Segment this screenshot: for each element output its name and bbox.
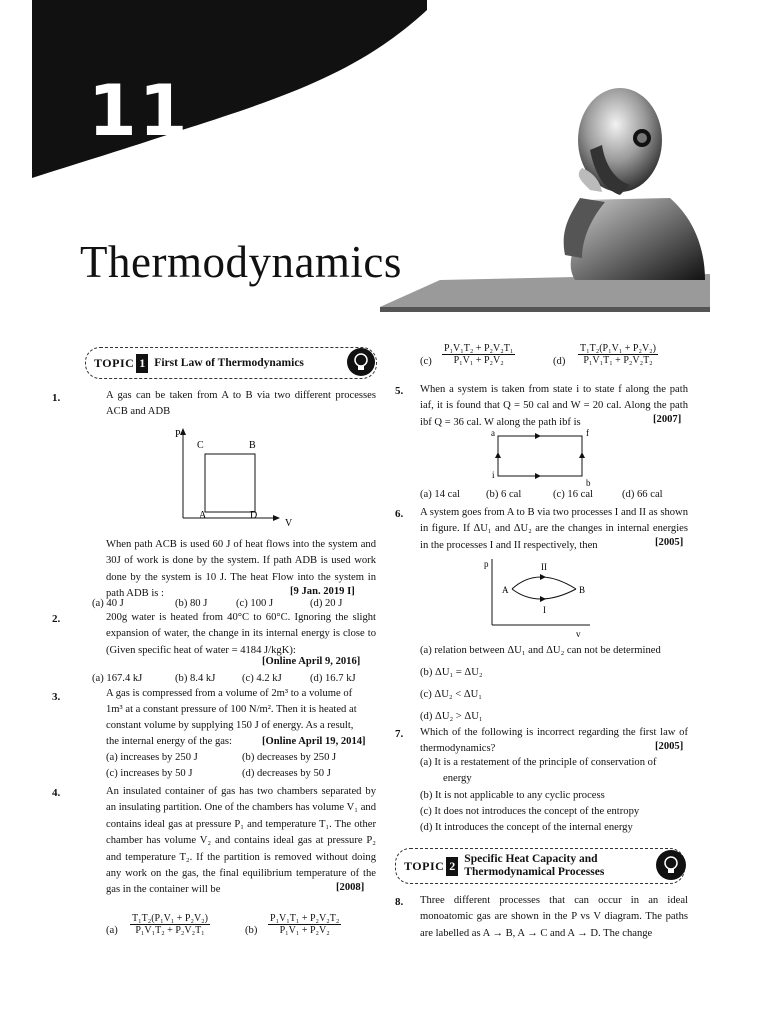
axis-p-label: p [484,559,489,569]
question-number: 2. [52,613,61,625]
option-b: (b) 8.4 kJ [175,673,216,684]
question-number: 7. [395,728,404,740]
topic-label: TOPIC [404,858,445,873]
fraction-denominator: P₁V₁T₁ + P₂V₂T₂ [583,355,653,366]
point-a-label: a [491,428,495,438]
option-d-fraction [578,343,658,366]
option-b-fraction [268,913,341,936]
point-a-label: A [502,585,509,595]
option-c: (c) It does not introduces the concept of the entropy [420,806,640,817]
point-d-label: D [250,510,258,521]
option-d: (d) It introduces the concept of the internal energy [420,822,633,833]
question-text-line: A gas is compressed from a volume of 2m³ to a volume of [106,688,353,699]
axis-v-label: V [285,518,293,529]
question-text: A gas can be taken from A to B via two different processes ACB and ADB [106,390,376,418]
point-c-label: C [197,440,204,451]
question-number: 5. [395,385,404,397]
pv-diagram-q6 [480,555,595,640]
option-b: (b) 6 cal [486,489,522,500]
question-reference: [2005] [655,537,684,548]
option-c: (c) 4.2 kJ [242,673,282,684]
question-reference: [2008] [336,882,365,893]
point-b-label: B [249,440,256,451]
option-c: (c) ΔU₂ < ΔU₁ [420,689,482,700]
question-text-line: constant volume by supplying 150 J of energy. As a result, [106,720,354,731]
point-a-label: A [199,510,207,521]
option-a: (a) 14 cal [420,489,460,500]
process-i-label: I [543,605,546,615]
option-b-label: (b) [245,925,258,936]
question-reference: [9 Jan. 2019 I] [290,586,355,597]
point-i-label: i [492,470,495,480]
question-number: 8. [395,896,404,908]
question-text-line: 1m³ at a constant pressure of 100 N/m². Then it is heated at [106,704,357,715]
option-d: (d) decreases by 50 J [242,768,331,779]
question-reference: [2005] [655,741,684,752]
option-c-label: (c) [420,356,432,367]
option-a: (a) 167.4 kJ [92,673,143,684]
topic-title [458,853,604,879]
chapter-title: Thermodynamics [80,237,402,287]
question-text: When path ACB is used 60 J of heat flows into the system and 30J of work is done by the system. If path ADB is used work done by the system is 10 J. The heat Flow into the system in path ADB is : [106,539,376,600]
question-reference: [2007] [653,414,682,425]
topic-number: 1 [136,354,148,373]
pv-diagram-q1 [165,426,300,530]
option-b: (b) It is not applicable to any cyclic process [420,790,605,801]
topic-number: 2 [446,857,458,876]
option-c: (c) 100 J [236,598,274,609]
topic-title: First Law of Thermodynamics [154,356,304,369]
option-b: (b) ΔU₁ = ΔU₂ [420,667,483,678]
point-b-label: b [586,478,591,488]
topic-title-line2: Thermodynamical Processes [464,866,605,878]
chapter-number: 11 [88,70,190,152]
fraction-numerator: P₁V₁T₂ + P₂V₂T₁ [444,343,514,354]
option-d-label: (d) [553,356,566,367]
question-text: A system goes from A to B via two processes I and II as shown in figure. If ΔU₁ and ΔU₂ are the changes in internal energies in the processes I and II respectively, then [420,507,688,551]
question-number: 1. [52,392,61,404]
fraction-denominator: P₁V₁T₂ + P₂V₂T₁ [135,925,205,936]
process-ii-label: II [541,562,547,572]
option-c-fraction [442,343,515,366]
path-diagram-q5 [488,428,600,488]
option-a: (a) relation between ΔU₁ and ΔU₂ can not be determined [420,645,661,656]
fraction-numerator: T₁T₂(P₁V₁ + P₂V₂) [132,913,209,924]
point-f-label: f [586,428,589,438]
option-b: (b) decreases by 250 J [242,752,337,763]
topic-1-header [85,347,377,379]
topic-title-line1: Specific Heat Capacity and [464,853,598,865]
option-a: (a) It is a restatement of the principle of conservation of [420,757,657,768]
question-text: 200g water is heated from 40°C to 60°C. Ignoring the slight expansion of water, the change in its internal energy is close to (Given specific heat of water = 4184 J/kgK): [106,612,376,656]
axis-v-label: v [576,629,581,639]
option-d: (d) 66 cal [622,489,663,500]
thinking-robot-image [520,80,710,280]
option-a: (a) increases by 250 J [106,752,198,763]
option-d: (d) 16.7 kJ [310,673,356,684]
fraction-denominator: P₁V₁ + P₂V₂ [453,355,504,366]
question-number: 6. [395,508,404,520]
option-a-label: (a) [106,925,118,936]
question-reference: [Online April 19, 2014] [262,736,366,747]
fraction-numerator: T₁T₂(P₁V₁ + P₂V₂) [580,343,657,354]
axis-p-label: P [175,429,181,440]
question-text: Which of the following is incorrect regarding the first law of thermodynamics? [420,727,688,755]
point-b-label: B [579,585,586,595]
option-a-fraction [130,913,210,936]
fraction-numerator: P₁V₁T₁ + P₂V₂T₂ [270,913,340,924]
option-c: (c) 16 cal [553,489,593,500]
question-number: 4. [52,787,61,799]
question-text-line: the internal energy of the gas: [106,736,233,747]
fraction-denominator: P₁V₁ + P₂V₂ [279,925,330,936]
topic-2-header [395,848,685,884]
question-text: When a system is taken from state i to state f along the path iaf, it is found that Q = 50 cal and W = 20 cal. Along the path ibf Q = 36 cal. W along the path ibf is [420,384,688,428]
question-text: An insulated container of gas has two chambers separated by an insulating partition. One of the chambers has volume V₁ and contains ideal gas at pressure P₁ and temperature T₁. The other chamber has volume V₂ and contains ideal gas at pressure P₂ and temperature T₂. If the partition is removed without doing any work on the gas, the final equilibrium temperature of the gas in the container will be [106,786,376,896]
lightbulb-icon [656,850,686,880]
option-b: (b) 80 J [175,598,208,609]
option-a-continued: energy [443,773,472,784]
option-d: (d) ΔU₂ > ΔU₁ [420,711,483,722]
question-reference: [Online April 9, 2016] [262,656,361,667]
lightbulb-icon [347,348,375,376]
option-c: (c) increases by 50 J [106,768,193,779]
option-a: (a) 40 J [92,598,124,609]
option-d: (d) 20 J [310,598,343,609]
topic-label: TOPIC [94,355,135,370]
question-number: 3. [52,691,61,703]
question-text: Three different processes that can occur in an ideal monoatomic gas are shown in the P vs V diagram. The paths are labelled as A → B, A → C and A → D. The change [420,895,688,939]
